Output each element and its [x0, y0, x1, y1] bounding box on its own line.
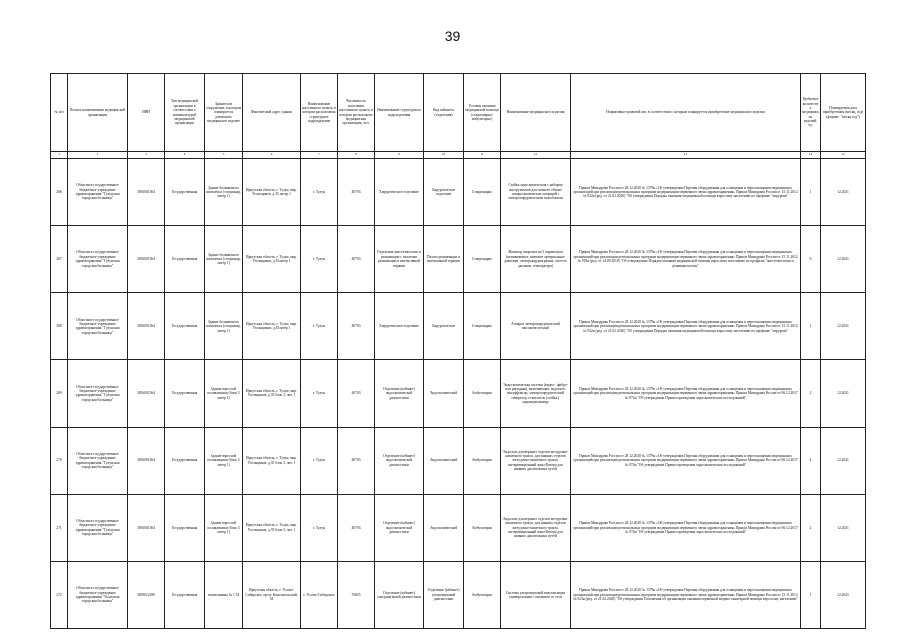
column-header: Фактический адрес здания — [243, 74, 301, 152]
address: Иркутская область, г. Усолье-Сибирское, пр-кт Комсомольский, 54 — [243, 561, 301, 628]
purchase-date: 12.2021 — [821, 226, 866, 293]
building: Здание взрослой поликлиники (блок 3 литер 1) — [205, 427, 243, 494]
column-number: 13 — [571, 152, 801, 159]
table-row — [51, 360, 866, 427]
subdivision: Отделение (кабинет) ультразвуковой диагностики — [375, 561, 424, 628]
row-number: 269 — [51, 360, 68, 427]
column-header: Наименование структурного подразделения — [375, 74, 424, 152]
column-number: 3 — [128, 152, 165, 159]
row-number: 266 — [51, 159, 68, 226]
quantity: 1 — [801, 159, 821, 226]
purchase-date: 12.2021 — [821, 494, 866, 561]
row-number: 268 — [51, 293, 68, 360]
column-number: 6 — [243, 152, 301, 159]
building: Здание взрослой поликлиники (блок 3 литер 1) — [205, 360, 243, 427]
town: г. Тулун — [301, 427, 338, 494]
conditions: Амбулаторно — [464, 427, 501, 494]
subdivision: Отделение (кабинет) эндоскопической диагностики — [375, 427, 424, 494]
organization-type: Государственная — [165, 360, 205, 427]
row-number: 271 — [51, 494, 68, 561]
device: Аппарат электрохирургический высокочастотный — [501, 293, 571, 360]
town: г. Тулун — [301, 159, 338, 226]
legal-act: Приказ Минздрава России от 28.12.2020 № 1379н «Об утверждении Перечня оборудования для оснащения и переоснащения медицинских организаций при реализации региональных программ модернизации первичного звена здравоохранения» Приказ Минздрава России от 15.11.2012 № 922н (ред. от 21.02.2020) "Об утверждении Порядка оказания медицинской помощи взрослому населению по профилю "хирургия" — [571, 293, 801, 360]
cabinet: Эндоскопический — [424, 494, 464, 561]
quantity: 6 — [801, 226, 821, 293]
column-header: Наименование медицинского изделия — [501, 74, 571, 152]
town: г. Усолье-Сибирское — [301, 561, 338, 628]
legal-act: Приказ Минздрава России от 28.12.2020 № 1379н «Об утверждении Перечня оборудования для оснащения и переоснащения медицинских организаций при реализации региональных программ модернизации первичного звена здравоохранения» Приказ Минздрава России от 06.12.2017 № 974н "Об утверждении Правил проведения эндоскопических исследований" — [571, 494, 801, 561]
building: поликлиника № 1 54 — [205, 561, 243, 628]
column-header: Тип медицинской организации в соответствии с номенклатурой медицинской организации — [165, 74, 205, 152]
column-number: 2 — [68, 152, 128, 159]
inn: 3816001364 — [128, 427, 165, 494]
table-row — [51, 226, 866, 293]
inn: 3819012290 — [128, 561, 165, 628]
row-number: 267 — [51, 226, 68, 293]
column-header: Полное наименование медицинской организации — [68, 74, 128, 152]
legal-act: Приказ Минздрава России от 28.12.2020 № 1379н «Об утверждении Перечня оборудования для оснащения и переоснащения медицинских организаций при реализации региональных программ модернизации первичного звена здравоохранения» Приказ Минздрава России от 15.11.2012 № 922н (ред. от 21.02.2020) "Об утверждении Порядка оказания медицинской помощи взрослому населению по профилю "хирургия" — [571, 159, 801, 226]
column-number: 10 — [424, 152, 464, 159]
organization-type: Государственная — [165, 226, 205, 293]
cabinet: Эндоскопический — [424, 360, 464, 427]
column-header: Здание или сооружение, в котором планируется размещать медицинское изделие — [205, 74, 243, 152]
column-header: Численность населения населенного пункта, в котором расположено медицинская организация, чел. — [338, 74, 375, 152]
conditions: Амбулаторно — [464, 494, 501, 561]
cabinet: Хирургическое — [424, 293, 464, 360]
population: 40703 — [338, 427, 375, 494]
organization-type: Государственная — [165, 494, 205, 561]
quantity: 2 — [801, 494, 821, 561]
population: 40703 — [338, 293, 375, 360]
subdivision: Отделение (кабинет) эндоскопической диагностики — [375, 494, 424, 561]
device: Система ультразвуковой визуализации универсальная с питанием от сети — [501, 561, 571, 628]
purchase-date: 12.2021 — [821, 427, 866, 494]
row-number: 270 — [51, 427, 68, 494]
inn: 3816001364 — [128, 494, 165, 561]
column-header: Наименование населенного пункта, в котором расположена структурное подразделение — [301, 74, 338, 152]
address: Иркутская область, г. Тулун, мкр. Угольщиков, д.35 блок 3, лит. 1 — [243, 360, 301, 427]
conditions: Стационарно — [464, 226, 501, 293]
population: 40703 — [338, 226, 375, 293]
subdivision: Отделение анестезиологии и реанимации с палатами реанимации и интенсивной терапии — [375, 226, 424, 293]
column-number: 1 — [51, 152, 68, 159]
cabinet: Отделение (кабинет) ультразвуковой диагностики — [424, 561, 464, 628]
organization-type: Государственная — [165, 159, 205, 226]
cabinet: Эндоскопический — [424, 427, 464, 494]
purchase-date: 12.2021 — [821, 159, 866, 226]
organization-name: Областное государственное бюджетное учреждение здравоохранения "Тулунская городская больница" — [68, 360, 128, 427]
header-row — [51, 74, 866, 152]
device: Монитор пациента на 5 параметров (неинвазивное, внешнее артериальное давление, электрокардиограмма, частота дыхания, температура) — [501, 226, 571, 293]
quantity: 1 — [801, 561, 821, 628]
inn: 3816001364 — [128, 159, 165, 226]
equipment-table — [50, 73, 866, 629]
device: Эндоскоп для верхних отделов желудочно-кишечного тракта, для нижних отделов желудочно-кишечного тракта, интервенционный зоны Фатера для нижних дыхательных путей — [501, 427, 571, 494]
conditions: Стационарно — [464, 293, 501, 360]
purchase-date: 12.2025 — [821, 561, 866, 628]
building: Здание взрослой поликлиники (блок 3 литер 1) — [205, 494, 243, 561]
row-number: 272 — [51, 561, 68, 628]
address: Иркутская область, г. Тулун, мкр. Угольщиков, д.35литер 1 — [243, 226, 301, 293]
purchase-date: 12.2021 — [821, 360, 866, 427]
organization-name: Областное государственное бюджетное учреждение здравоохранения "Тулунская городская больница" — [68, 494, 128, 561]
device: Эндоскопическая система (видео-, фибро- или ригидная), включающая: эндоскоп, инсуффлятор, электрохирургический генератор, осветитель (стойка), эндовидеокамеру — [501, 360, 571, 427]
table-row — [51, 494, 866, 561]
column-number: 12 — [501, 152, 571, 159]
column-number: 8 — [338, 152, 375, 159]
table-row — [51, 427, 866, 494]
town: г. Тулун — [301, 360, 338, 427]
building: Здание больничного комплекса (стационар, литер 1) — [205, 293, 243, 360]
table-row — [51, 561, 866, 628]
cabinet: Палата реанимации и интенсивной терапии — [424, 226, 464, 293]
column-number: 7 — [301, 152, 338, 159]
town: г. Тулун — [301, 293, 338, 360]
subdivision: Хирургическое отделение — [375, 159, 424, 226]
column-header: ИНН — [128, 74, 165, 152]
conditions: Амбулаторно — [464, 360, 501, 427]
building: Здание больничного комплекса (стационар, литер 1) — [205, 159, 243, 226]
population: 40703 — [338, 494, 375, 561]
address: Иркутская область, г. Тулун, мкр. Угольщиков, д.35литер 1 — [243, 293, 301, 360]
table-row — [51, 293, 866, 360]
town: г. Тулун — [301, 494, 338, 561]
organization-name: Областное государственное бюджетное учреждение здравоохранения "Тулунская городская больница" — [68, 226, 128, 293]
legal-act: Приказ Минздрава России от 28.12.2020 № 1379н «Об утверждении Перечня оборудования для оснащения и переоснащения медицинских организаций при реализации региональных программ модернизации первичного звена здравоохранения» Приказ Минздрава России от 06.12.2017 № 974н "Об утверждении Правил проведения эндоскопических исследований" — [571, 360, 801, 427]
address: Иркутская область, г. Тулун, мкр. Угольщиков, д.35 блок 3, лит. 1 — [243, 494, 301, 561]
column-number: 4 — [165, 152, 205, 159]
organization-type: Государственная — [165, 293, 205, 360]
conditions: Амбулаторно — [464, 561, 501, 628]
inn: 3816001364 — [128, 360, 165, 427]
quantity: 2 — [801, 360, 821, 427]
organization-name: Областное государственное бюджетное учреждение здравоохранения "Усольская городская больница" — [68, 561, 128, 628]
quantity: 4 — [801, 427, 821, 494]
address: Иркутская область, г. Тулун, мкр. Угольщиков, д.35 блок 3, лит. 1 — [243, 427, 301, 494]
column-number: 9 — [375, 152, 424, 159]
legal-act: Приказ Минздрава России от 28.12.2020 № 1379н «Об утверждении Перечня оборудования для оснащения и переоснащения медицинских организаций при реализации региональных программ модернизации первичного звена здравоохранения» Приказ Минздрава России от 15.11.2012 № 923н (ред. от 21.02.2020) "Об утверждении Положения об организации оказания первичной медико-санитарной помощи взрослому населению" — [571, 561, 801, 628]
column-number: 11 — [464, 152, 501, 159]
column-header: Планируемая дата приобретения (месяц, год) (формат: "месяц.год") — [821, 74, 866, 152]
column-number: 14 — [801, 152, 821, 159]
table-row — [51, 159, 866, 226]
inn: 3816001364 — [128, 226, 165, 293]
population: 40703 — [338, 159, 375, 226]
purchase-date: 12.2021 — [821, 293, 866, 360]
column-number: 5 — [205, 152, 243, 159]
quantity: 1 — [801, 293, 821, 360]
column-header: Требуемое количество медицинских изделий, ед. — [801, 74, 821, 152]
column-number-row — [51, 152, 866, 159]
organization-name: Областное государственное бюджетное учреждение здравоохранения "Тулунская городская больница" — [68, 427, 128, 494]
building: Здание больничного комплекса (стационар, литер 1) — [205, 226, 243, 293]
device: Стойка эндоскопическая с набором инструментов для полного объема лапароскопических операций с электрохирургическим моноблоком — [501, 159, 571, 226]
column-number: 15 — [821, 152, 866, 159]
legal-act: Приказ Минздрава России от 28.12.2020 № 1379н «Об утверждении Перечня оборудования для оснащения и переоснащения медицинских организаций при реализации региональных программ модернизации первичного звена здравоохранения» Приказ Минздрава России от 06.12.2017 № 974н "Об утверждении Правил проведения эндоскопических исследований" — [571, 427, 801, 494]
device: Эндоскоп для верхних отделов желудочно-кишечного тракта, для нижних отделов желудочно-кишечного тракта, интервенционный зоны Фатера для нижних дыхательных путей — [501, 494, 571, 561]
town: г. Тулун — [301, 226, 338, 293]
organization-type: Государственная — [165, 561, 205, 628]
inn: 3816001364 — [128, 293, 165, 360]
cabinet: Хирургическое отделение — [424, 159, 464, 226]
organization-name: Областное государственное бюджетное учреждение здравоохранения "Тулунская городская больница" — [68, 293, 128, 360]
column-header: Условия оказания медицинской помощи (стационарно/амбулаторно) — [464, 74, 501, 152]
organization-name: Областное государственное бюджетное учреждение здравоохранения "Тулунская городская больница" — [68, 159, 128, 226]
subdivision: Хирургическое отделение — [375, 293, 424, 360]
page-number: 39 — [444, 28, 461, 44]
column-header: Нормативно-правовой акт, в соответствии с которым планируется приобретение медицинского изделия — [571, 74, 801, 152]
legal-act: Приказ Минздрава России от 28.12.2020 № 1379н «Об утверждении Перечня оборудования для оснащения и переоснащения медицинских организаций при реализации региональных программ модернизации первичного звена здравоохранения» Приказ Минздрава России от 15.11.2012 № 919н (ред. от 14.09.2018) "Об утверждении Порядка оказания медицинской помощи взрослому населению по профилю "анестезиология и реаниматология" — [571, 226, 801, 293]
column-header: № п/п — [51, 74, 68, 152]
column-header: Вид кабинета (отделения) — [424, 74, 464, 152]
subdivision: Отделение (кабинет) эндоскопической диагностики — [375, 360, 424, 427]
population: 76825 — [338, 561, 375, 628]
population: 40703 — [338, 360, 375, 427]
address: Иркутская область, г. Тулун, мкр. Угольщиков, д.35 литер 1 — [243, 159, 301, 226]
conditions: Стационарно — [464, 159, 501, 226]
organization-type: Государственная — [165, 427, 205, 494]
